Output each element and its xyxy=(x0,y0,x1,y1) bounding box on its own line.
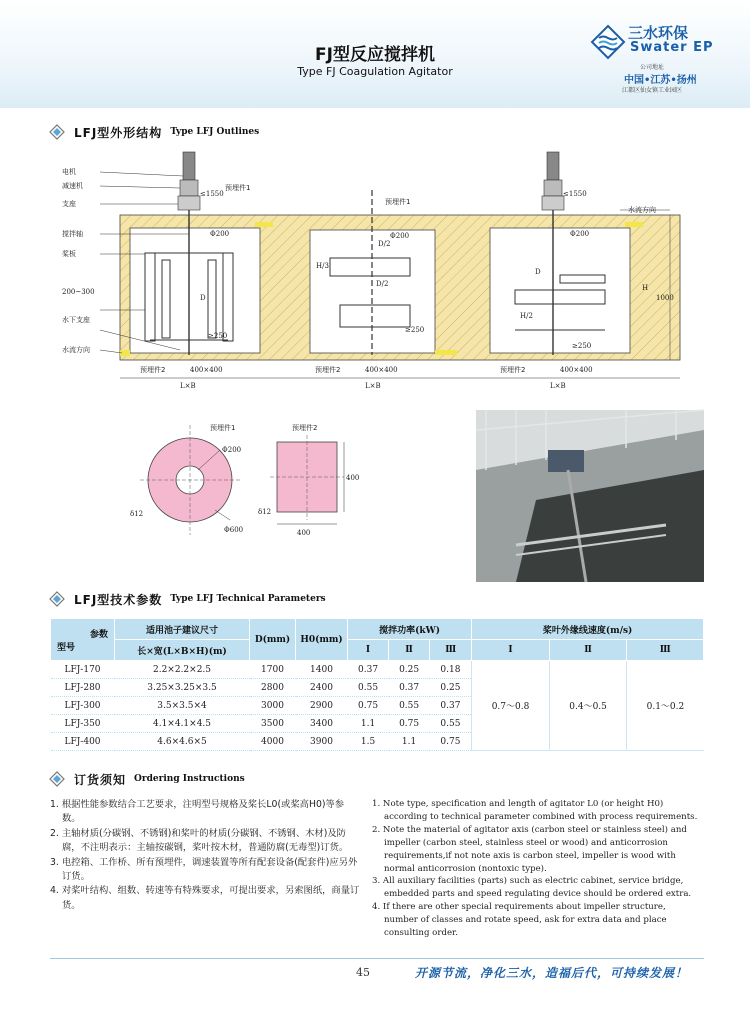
section-ordering-heading xyxy=(50,770,245,788)
dim-D2-a: D/2 xyxy=(376,280,389,288)
label-shaft: 搅拌轴 xyxy=(62,230,83,238)
chamber-1 xyxy=(130,228,260,353)
col-pool-size: 适用池子建议尺寸 xyxy=(115,619,250,640)
part2-height: 400 xyxy=(346,474,360,482)
dim-250-b: ≥250 xyxy=(405,326,425,334)
dim-400-b: 400×400 xyxy=(365,366,398,374)
col-speed: 桨叶外缘线速度(m/s) xyxy=(472,619,704,640)
dim-D2-b: D/2 xyxy=(378,240,391,248)
cell-d: 1700 xyxy=(250,661,296,679)
label-range: 200~300 xyxy=(62,288,95,296)
col-power-3: Ⅲ xyxy=(430,640,472,661)
section-outline-heading xyxy=(50,123,259,141)
ordering-item-cn: 3. 电控箱、工作桥、所有预埋件，调速装置等所有配套设备(配套件)应另外订货。 xyxy=(50,856,358,883)
ordering-item-en: 3. All auxiliary facilities (parts) such as electric cabinet, service bridge, embedded parts and speed regulating device should be ordered extra. xyxy=(372,876,692,900)
table-row xyxy=(51,661,704,679)
outline-drawing xyxy=(60,150,700,410)
cell-d: 3000 xyxy=(250,697,296,715)
opening-3 xyxy=(625,222,643,227)
col-speed-2: Ⅱ xyxy=(549,640,627,661)
dim-250-c: ≥250 xyxy=(572,342,592,350)
cell-power-3: 0.55 xyxy=(430,715,472,733)
dim-400-c: 400×400 xyxy=(560,366,593,374)
cell-power-1: 0.37 xyxy=(348,661,389,679)
logo-region: 中国•江苏•扬州 xyxy=(624,75,697,86)
cell-power-3: 0.37 xyxy=(430,697,472,715)
section-params-heading xyxy=(50,590,326,608)
part1-outer-dia: Φ600 xyxy=(224,526,244,534)
label-flow-right: 水流方向 xyxy=(628,206,656,214)
dim-200-c: Φ200 xyxy=(570,230,590,238)
label-embed1-b: 预埋件1 xyxy=(385,198,411,206)
section-ordering-title-en: Ordering Instructions xyxy=(134,774,245,784)
cell-model: LFJ-400 xyxy=(51,733,115,751)
dim-H3: H/3 xyxy=(316,262,329,270)
col-speed-1: Ⅰ xyxy=(472,640,550,661)
diamond-bullet-icon xyxy=(50,592,64,606)
label-support: 支座 xyxy=(62,200,76,208)
opening-2 xyxy=(435,350,457,355)
ordering-item-en: 1. Note type, specification and length of agitator L0 (or height H0) according to technical parameter combined with process requirements. xyxy=(372,799,698,822)
cell-power-2: 0.55 xyxy=(389,697,430,715)
label-reducer: 减速机 xyxy=(62,182,83,190)
logo-name-en: Swater EP xyxy=(630,40,714,55)
dim-200-b: Φ200 xyxy=(390,232,410,240)
label-embed2-a: 预埋件2 xyxy=(140,366,166,374)
dim-LB-b: L×B xyxy=(365,382,381,390)
cell-power-2: 0.75 xyxy=(389,715,430,733)
footer-divider xyxy=(50,958,704,959)
section-outline-title-cn: LFJ型外形结构 xyxy=(74,125,163,140)
cell-h0: 1400 xyxy=(296,661,348,679)
cell-power-2: 1.1 xyxy=(389,733,430,751)
section-params-title-cn: LFJ型技术参数 xyxy=(74,592,163,607)
dim-D-a: D xyxy=(200,294,206,302)
ordering-item-cn: 2. 主轴材质(分碳钢、不锈钢)和桨叶的材质(分碳钢、不锈钢、木材)及防腐，不注明表示：主轴按碳钢，桨叶按木材，普通防腐(无毒型)订货。 xyxy=(50,827,349,854)
cell-power-1: 0.55 xyxy=(348,679,389,697)
cell-power-3: 0.18 xyxy=(430,661,472,679)
cell-power-2: 0.37 xyxy=(389,679,430,697)
section-params-title-en: Type LFJ Technical Parameters xyxy=(170,594,326,604)
dim-1550-b: ≤1550 xyxy=(563,190,587,198)
dim-H2: H/2 xyxy=(520,312,533,320)
cell-speed-2: 0.4～0.5 xyxy=(549,661,627,751)
label-embed2-b: 预埋件2 xyxy=(315,366,341,374)
cell-power-2: 0.25 xyxy=(389,661,430,679)
dim-200-a: Φ200 xyxy=(210,230,230,238)
col-h0: H0(mm) xyxy=(296,619,348,661)
page-title: FJ型反应搅拌机 xyxy=(315,45,435,65)
part2-title: 预埋件2 xyxy=(292,424,318,432)
cell-speed-1: 0.7～0.8 xyxy=(472,661,550,751)
ordering-item-en: 4. If there are other special requirements about impeller structure, number of classes and rotate speed, ask for extra data and place consulting order. xyxy=(372,902,667,939)
logo-mark-icon xyxy=(590,24,626,60)
logo-address-label: 公司地址 xyxy=(640,64,665,71)
cell-model: LFJ-300 xyxy=(51,697,115,715)
cell-model: LFJ-350 xyxy=(51,715,115,733)
label-underwater-bearing: 水下支座 xyxy=(62,316,90,324)
cell-h0: 3900 xyxy=(296,733,348,751)
ordering-item-cn: 1. 根据性能参数结合工艺要求，注明型号规格及桨长L0(或桨高H0)等参数。 xyxy=(50,799,345,825)
opening-1 xyxy=(255,222,273,227)
cell-power-1: 0.75 xyxy=(348,697,389,715)
dim-LB-c: L×B xyxy=(550,382,566,390)
col-power-1: Ⅰ xyxy=(348,640,389,661)
col-pool-size-sub: 长×宽(L×B×H)(m) xyxy=(115,640,250,661)
footer-slogan: 开源节流，净化三水，造福后代，可持续发展！ xyxy=(415,966,689,980)
section-outline-title-en: Type LFJ Outlines xyxy=(170,127,260,137)
cell-d: 4000 xyxy=(250,733,296,751)
label-embed2-c: 预埋件2 xyxy=(500,366,526,374)
dim-250-a: ≥250 xyxy=(208,332,228,340)
cell-h0: 2400 xyxy=(296,679,348,697)
cell-power-3: 0.75 xyxy=(430,733,472,751)
logo-zone: 江都区仙女镇工业园区 xyxy=(622,87,683,94)
installation-photo xyxy=(476,410,704,582)
section-ordering-title-cn: 订货须知 xyxy=(74,772,127,787)
part1-title: 预埋件1 xyxy=(210,424,236,432)
part2-width: 400 xyxy=(297,529,311,537)
cell-size: 3.5×3.5×4 xyxy=(115,697,250,715)
label-flow-left: 水流方向 xyxy=(62,346,90,354)
col-power: 搅拌功率(kW) xyxy=(348,619,472,640)
company-logo xyxy=(588,18,738,98)
label-motor: 电机 xyxy=(62,168,76,176)
ordering-item-cn: 4. 对桨叶结构、组数、转速等有特殊要求，可提出要求，另索图纸，商量订货。 xyxy=(50,885,360,911)
logo-name-cn: 三水环保 xyxy=(628,24,689,42)
col-speed-3: Ⅲ xyxy=(627,640,704,661)
table-corner xyxy=(51,619,115,661)
cell-speed-3: 0.1～0.2 xyxy=(627,661,704,751)
label-paddle: 桨板 xyxy=(62,250,76,258)
cell-size: 2.2×2.2×2.5 xyxy=(115,661,250,679)
dim-1000: 1000 xyxy=(656,294,674,302)
cell-size: 4.6×4.6×5 xyxy=(115,733,250,751)
col-power-2: Ⅱ xyxy=(389,640,430,661)
cell-power-1: 1.1 xyxy=(348,715,389,733)
cell-model: LFJ-170 xyxy=(51,661,115,679)
cell-size: 4.1×4.1×4.5 xyxy=(115,715,250,733)
cell-h0: 2900 xyxy=(296,697,348,715)
parameters-table xyxy=(50,618,704,751)
ordering-item-en: 2. Note the material of agitator axis (carbon steel or stainless steel) and impeller (carbon steel, stainless steel or wood) and anticorrosion requirements,if not note axis is carbon steel, impeller is wood with normal anticorrosion (nontoxic type). xyxy=(372,824,687,874)
page-number: 45 xyxy=(356,966,370,979)
dim-LB-a: L×B xyxy=(180,382,196,390)
dim-400-a: 400×400 xyxy=(190,366,223,374)
cell-power-3: 0.25 xyxy=(430,679,472,697)
corner-bottom: 型号 xyxy=(57,642,76,653)
part2-thickness: δ12 xyxy=(258,508,272,516)
dim-D-b: D xyxy=(535,268,541,276)
corner-top: 参数 xyxy=(89,629,108,640)
cell-h0: 3400 xyxy=(296,715,348,733)
diamond-bullet-icon xyxy=(50,125,64,139)
dim-1550-a: ≤1550 xyxy=(200,190,224,198)
page-subtitle: Type FJ Coagulation Agitator xyxy=(297,65,453,78)
part1-inner-dia: Φ200 xyxy=(222,446,242,454)
cell-d: 2800 xyxy=(250,679,296,697)
cell-size: 3.25×3.25×3.5 xyxy=(115,679,250,697)
ordering-list-cn xyxy=(50,798,360,913)
label-embed1-a: 预埋件1 xyxy=(225,184,251,192)
embed-part-2-drawing xyxy=(258,420,462,550)
cell-power-1: 1.5 xyxy=(348,733,389,751)
part1-thickness: δ12 xyxy=(130,510,144,518)
ordering-list-en xyxy=(372,798,702,940)
cell-model: LFJ-280 xyxy=(51,679,115,697)
col-d: D(mm) xyxy=(250,619,296,661)
cell-d: 3500 xyxy=(250,715,296,733)
dim-H: H xyxy=(642,284,649,292)
diamond-bullet-icon xyxy=(50,772,64,786)
